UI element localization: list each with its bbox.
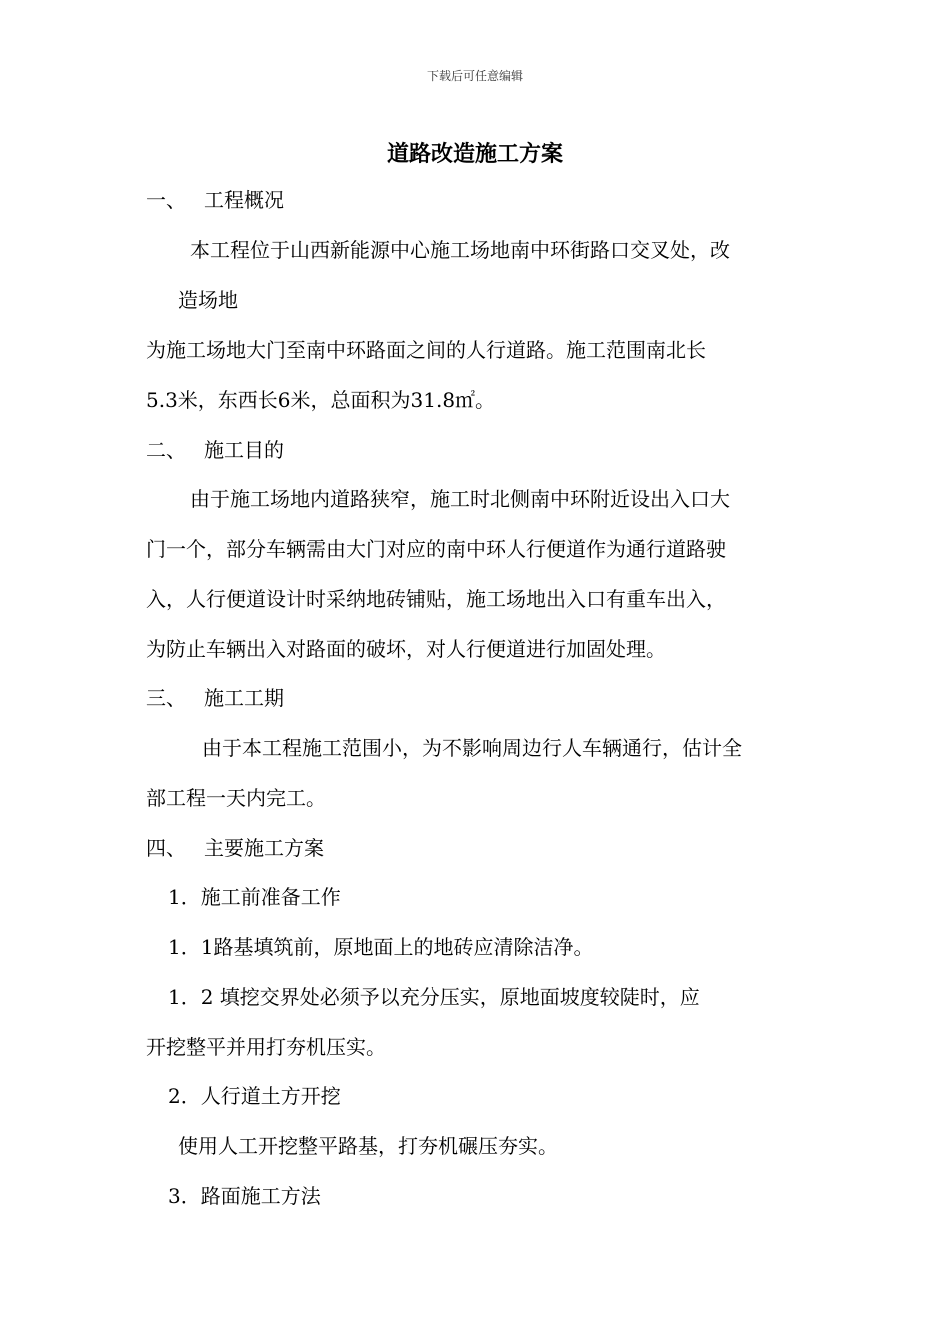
paragraph-line: 入，人行便道设计时采纳地砖铺贴，施工场地出入口有重车出入， (146, 587, 726, 611)
paragraph-line: 5.3米，东西长6米，总面积为31.8㎡。 (146, 388, 496, 412)
paragraph-line: 使用人工开挖整平路基，打夯机碾压夯实。 (178, 1134, 558, 1158)
subsection-heading: 2．人行道土方开挖 (168, 1084, 341, 1108)
section-number: 二、 (146, 438, 186, 462)
paragraph-line: 为防止车辆出入对路面的破坏，对人行便道进行加固处理。 (146, 637, 666, 661)
section-number: 一、 (146, 188, 186, 212)
page-header: 下载后可任意编辑 (426, 69, 523, 83)
section-label: 施工目的 (204, 438, 284, 462)
paragraph-line: 由于本工程施工范围小，为不影响周边行人车辆通行，估计全 (202, 736, 742, 760)
section-number: 四、 (146, 836, 186, 860)
section-number: 三、 (146, 686, 186, 710)
paragraph-line: 部工程一天内完工。 (146, 786, 326, 810)
paragraph-line: 造场地 (178, 288, 238, 312)
paragraph-line: 门一个，部分车辆需由大门对应的南中环人行便道作为通行道路驶 (146, 537, 726, 561)
paragraph-line: 1．1路基填筑前，原地面上的地砖应清除洁净。 (168, 935, 594, 959)
paragraph-line: 为施工场地大门至南中环路面之间的人行道路。施工范围南北长 (146, 338, 706, 362)
paragraph-line: 本工程位于山西新能源中心施工场地南中环街路口交叉处，改 (190, 238, 730, 262)
paragraph-line: 由于施工场地内道路狭窄，施工时北侧南中环附近设出入口大 (190, 487, 730, 511)
paragraph-line: 开挖整平并用打夯机压实。 (146, 1035, 386, 1059)
document-title: 道路改造施工方案 (386, 141, 563, 167)
section-label: 工程概况 (204, 188, 284, 212)
section-heading-3 (146, 684, 284, 712)
section-heading-1 (146, 186, 284, 214)
subsection-heading: 1．施工前准备工作 (168, 885, 341, 909)
section-label: 主要施工方案 (204, 836, 324, 860)
section-heading-2 (146, 436, 284, 464)
subsection-heading: 3．路面施工方法 (168, 1184, 321, 1208)
paragraph-line: 1．2 填挖交界处必须予以充分压实，原地面坡度较陡时，应 (168, 985, 700, 1009)
section-heading-4 (146, 834, 324, 862)
section-label: 施工工期 (204, 686, 284, 710)
